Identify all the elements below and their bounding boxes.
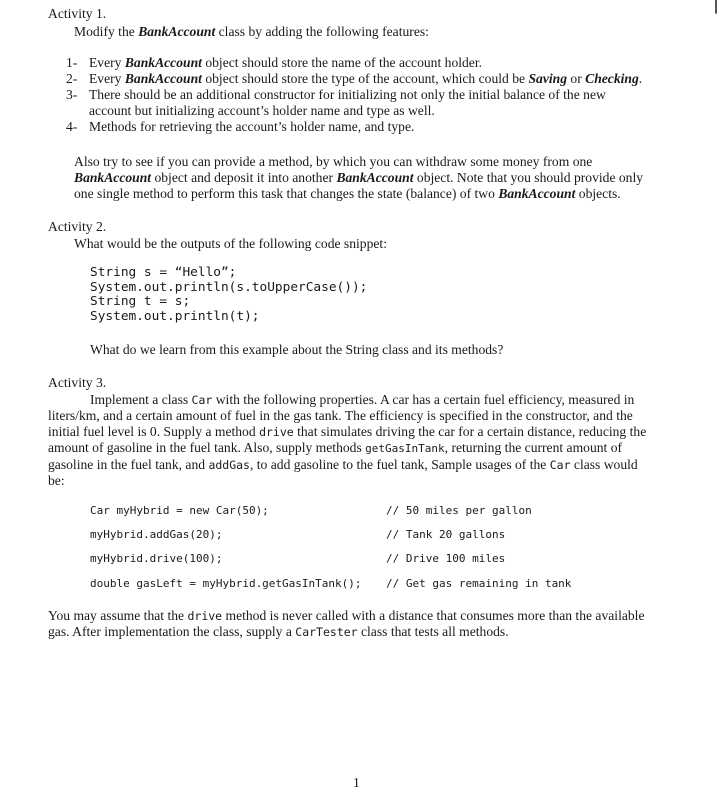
code-line: Car myHybrid = new Car(50);: [90, 504, 269, 517]
code-line: myHybrid.drive(100);: [90, 552, 223, 565]
code-line: System.out.println(s.toUpperCase());: [90, 279, 368, 295]
activity-1-heading: Activity 1.: [48, 6, 107, 21]
activity-1-intro: Modify the BankAccount class by adding the following features:: [74, 24, 429, 39]
activity-1-feature-list: [66, 55, 676, 135]
activity-2-code-snippet: [90, 266, 367, 324]
list-item: 3- There should be an additional constructor for initializing not only the initial balance of the new account but initializing account’s holder name and type as well.: [66, 87, 606, 118]
code-line: String s = “Hello”;: [90, 265, 237, 280]
code-comment: // 50 miles per gallon: [386, 504, 532, 517]
list-item: 1- Every BankAccount object should store the name of the account holder.: [66, 55, 483, 70]
code-comment: // Drive 100 miles: [386, 552, 506, 565]
code-comment: // Get gas remaining in tank: [386, 577, 572, 590]
activity-2-heading: Activity 2.: [48, 219, 107, 234]
list-item: 4- Methods for retrieving the account’s holder name, and type.: [66, 119, 415, 134]
activity-3-closing: You may assume that the drive method is never called with a distance that consumes more than the available gas. After implementation the class, supply a CarTester class that tests all methods.: [48, 608, 645, 639]
code-line: System.out.println(t);: [90, 308, 260, 324]
page-number: 1: [353, 775, 360, 790]
activity-2-followup: What do we learn from this example about the String class and its methods?: [90, 342, 504, 357]
activity-3-heading: Activity 3.: [48, 375, 107, 390]
code-line: myHybrid.addGas(20);: [90, 528, 223, 541]
activity-1-paragraph: Also try to see if you can provide a method, by which you can withdraw some money from one BankAccount object and deposit it into another BankAccount object. Note that you should provide only one single method to perform this task that changes the state (balance) of two BankAccount objects.: [74, 154, 644, 201]
activity-3-paragraph: Implement a class Car with the following properties. A car has a certain fuel efficiency, measured in liters/km, and a certain amount of fuel in the gas tank. The efficiency is specified in the constructor, and the initial fuel level is 0. Supply a method drive that simulates driving the car for a certain distance, reducing the amount of gasoline in the fuel tank. Also, supply methods getGasInTank, returning the current amount of gasoline in the fuel tank, and addGas, to add gasoline to the fuel tank, Sample usages of the Car class would be:: [48, 392, 647, 488]
code-comment: // Tank 20 gallons: [386, 528, 506, 541]
code-line: String t = s;: [90, 294, 191, 310]
list-item: 2- Every BankAccount object should store the type of the account, which could be Saving or Checking.: [66, 71, 643, 86]
code-line: double gasLeft = myHybrid.getGasInTank();: [90, 577, 362, 590]
activity-2-question: What would be the outputs of the following code snippet:: [74, 236, 387, 251]
